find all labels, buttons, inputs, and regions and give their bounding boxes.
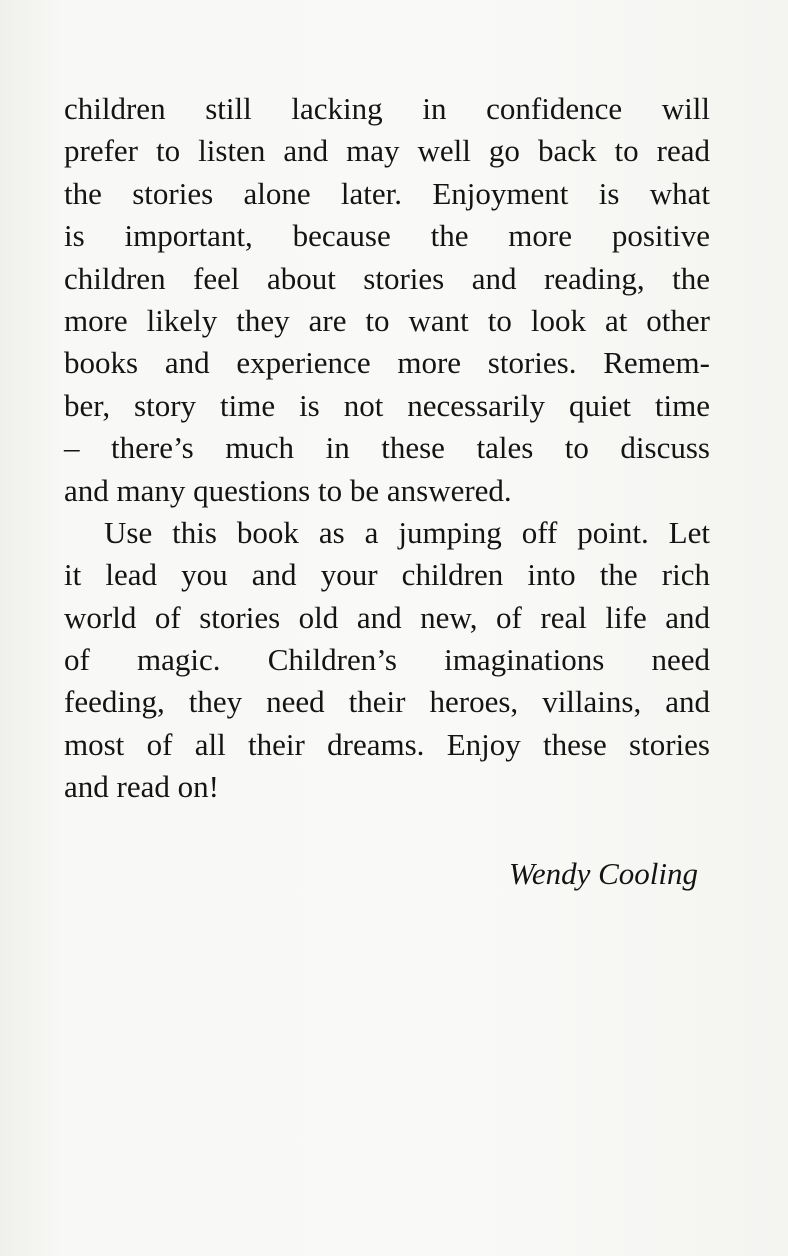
author-signature: Wendy Cooling xyxy=(508,856,698,891)
text-line: children still lacking in confidence will xyxy=(64,91,710,126)
text-line: feeding, they need their heroes, villains, and xyxy=(64,684,710,720)
paragraph-end-line: and many questions to be answered. xyxy=(64,472,512,508)
text-line: prefer to listen and may well go back to read xyxy=(64,133,710,169)
text-line: it lead you and your children into the rich xyxy=(64,557,710,593)
paragraph-start-line: Use this book as a jumping off point. Let xyxy=(104,514,710,550)
body-text xyxy=(64,88,710,809)
paragraph-end-line: and read on! xyxy=(64,769,219,805)
text-line: of magic. Children’s imaginations need xyxy=(64,642,710,678)
text-line: more likely they are to want to look at other xyxy=(64,302,710,338)
text-line: ber, story time is not necessarily quiet time xyxy=(64,387,710,423)
text-line: – there’s much in these tales to discuss xyxy=(64,430,710,466)
text-line: books and experience more stories. Remem- xyxy=(64,345,710,381)
text-line: children feel about stories and reading, the xyxy=(64,260,710,296)
text-line: world of stories old and new, of real life and xyxy=(64,599,710,635)
text-line: most of all their dreams. Enjoy these stories xyxy=(64,726,710,762)
text-line: is important, because the more positive xyxy=(64,218,710,254)
text-line: the stories alone later. Enjoyment is what xyxy=(64,175,710,211)
